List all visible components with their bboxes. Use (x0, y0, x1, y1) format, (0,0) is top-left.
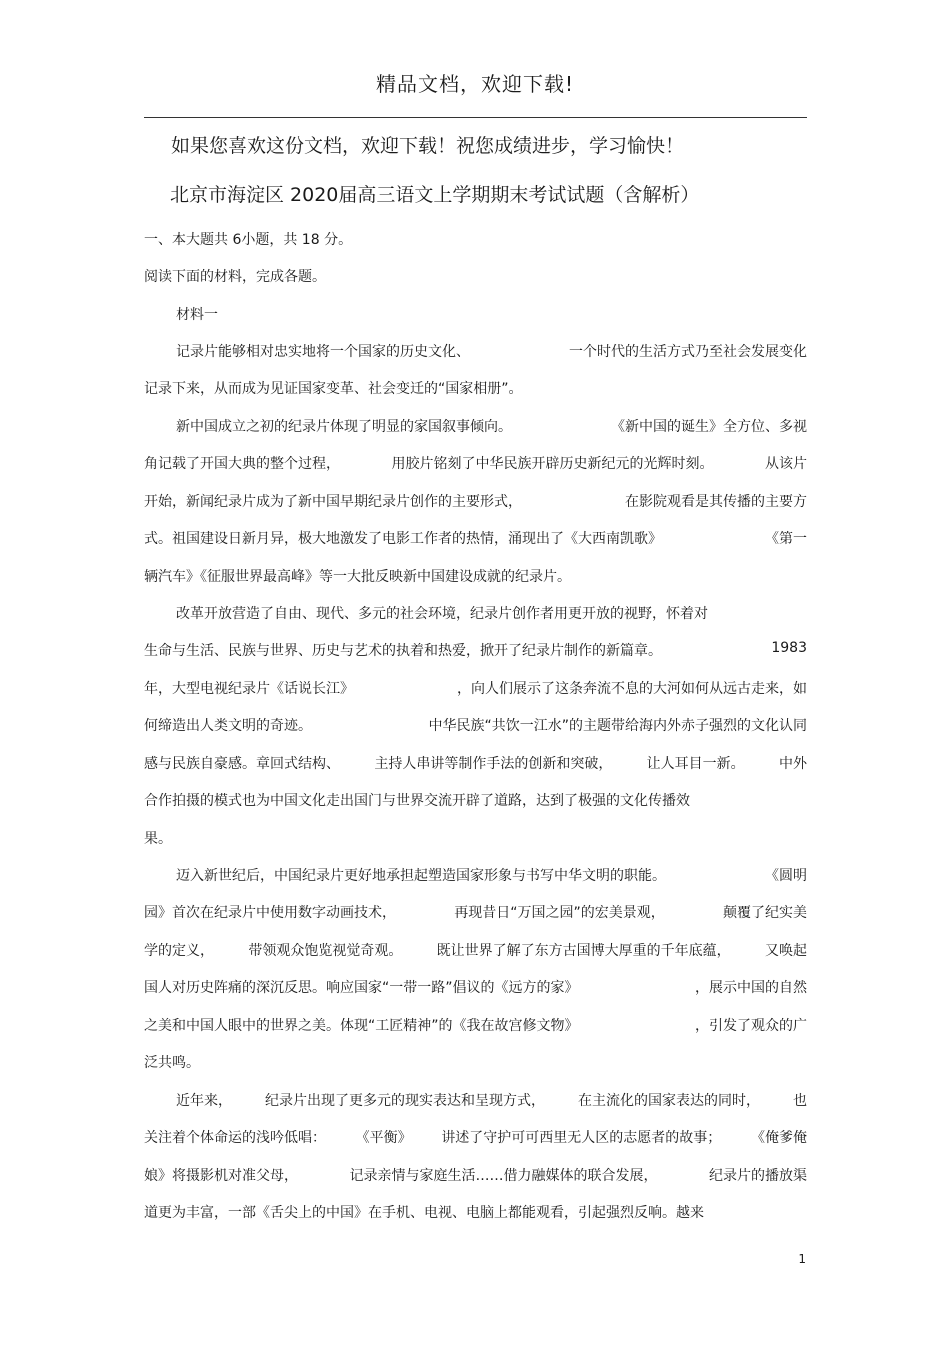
text-segment: 又唤起 (764, 943, 807, 959)
text-segment: 让人耳目一新。 (646, 756, 745, 772)
paragraph-4-line-1 (176, 865, 807, 885)
paragraph-4-line-4 (144, 977, 807, 997)
text-segment: 之美和中国人眼中的世界之美。体现“工匠精神”的《我在故宫修文物》 (144, 1018, 579, 1034)
text-segment: 纪录片的播放渠 (709, 1168, 807, 1184)
text-segment: 在主流化的国家表达的同时， (578, 1093, 760, 1109)
paragraph-1-line-1 (176, 341, 807, 361)
text-segment: 一个时代的生活方式乃至社会发展变化 (569, 344, 807, 360)
text-segment: 从该片 (765, 456, 807, 472)
paragraph-3-line-5 (144, 753, 807, 773)
paragraph-3-line-3 (144, 678, 807, 698)
paragraph-2-line-4 (144, 528, 807, 548)
text-segment: 《圆明 (765, 868, 807, 884)
paragraph-2-line-2 (144, 453, 807, 473)
text-segment: 近年来， (176, 1093, 232, 1109)
paragraph-3-line-2 (144, 640, 807, 660)
text-segment: 学的定义， (144, 943, 214, 959)
greeting-line: 如果您喜欢这份文档，欢迎下载！祝您成绩进步，学习愉快！ (171, 135, 685, 157)
text-segment: 关注着个体命运的浅吟低唱： (144, 1130, 326, 1146)
text-segment: 记录亲情与家庭生活……借力融媒体的联合发展， (349, 1168, 658, 1184)
paragraph-2-line-5: 辆汽车》《征服世界最高峰》等一大批反映新中国建设成就的纪录片。 (144, 569, 571, 585)
text-segment: 娘》将摄影机对准父母， (144, 1168, 298, 1184)
text-segment: 既让世界了解了东方古国博大厚重的千年底蕴， (436, 943, 731, 959)
text-segment: 《新中国的诞生》全方位、多视 (611, 419, 807, 435)
document-title: 北京市海淀区 2020届高三语文上学期期末考试试题（含解析） (170, 184, 700, 206)
paragraph-4-line-5 (144, 1015, 807, 1035)
paragraph-5-line-1 (176, 1090, 807, 1110)
text-segment: 年，大型电视纪录片《话说长江》 (144, 681, 354, 697)
text-segment: 在影院观看是其传播的主要方 (625, 494, 807, 510)
text-segment: 开始，新闻纪录片成为了新中国早期纪录片创作的主要形式， (144, 494, 522, 510)
paragraph-4-line-6: 泛共鸣。 (144, 1055, 200, 1071)
instruction-text: 阅读下面的材料，完成各题。 (144, 269, 326, 285)
text-segment: 新中国成立之初的纪录片体现了明显的家国叙事倾向。 (176, 419, 512, 435)
text-segment: 《平衡》 (355, 1130, 412, 1146)
paragraph-3-line-1: 改革开放营造了自由、现代、多元的社会环境，纪录片创作者用更开放的视野，怀着对 (176, 606, 708, 622)
paragraph-5-line-2 (144, 1127, 807, 1147)
paragraph-4-line-3 (144, 940, 807, 960)
text-segment: 带领观众饱览视觉奇观。 (248, 943, 403, 959)
text-segment: 也 (793, 1093, 807, 1109)
text-segment: 中外 (778, 756, 807, 772)
text-segment: 1983 (771, 640, 807, 656)
text-segment: ，引发了观众的广 (695, 1018, 807, 1034)
material-label: 材料一 (176, 307, 218, 323)
paragraph-3-line-7: 果。 (144, 831, 172, 847)
text-segment: 何缔造出人类文明的奇迹。 (144, 718, 312, 734)
text-segment: 《第一 (765, 531, 807, 547)
paragraph-1-line-2: 记录下来，从而成为见证国家变革、社会变迁的“国家相册”。 (144, 381, 523, 397)
text-segment: 园》首次在纪录片中使用数字动画技术， (144, 905, 396, 921)
text-segment: 颠覆了纪实美 (722, 905, 807, 921)
text-segment: ，向人们展示了这条奔流不息的大河如何从远古走来，如 (457, 681, 807, 697)
text-segment: 迈入新世纪后，中国纪录片更好地承担起塑造国家形象与书写中华文明的职能。 (176, 868, 666, 884)
paragraph-3-line-6: 合作拍摄的模式也为中国文化走出国门与世界交流开辟了道路，达到了极强的文化传播效 (144, 793, 690, 809)
paragraph-5-line-4: 道更为丰富，一部《舌尖上的中国》在手机、电视、电脑上都能观看，引起强烈反响。越来 (144, 1205, 704, 1221)
paragraph-2-line-3 (144, 491, 807, 511)
text-segment: 讲述了守护可可西里无人区的志愿者的故事； (441, 1130, 722, 1146)
text-segment: 生命与生活、民族与世界、历史与艺术的执着和热爱，掀开了纪录片制作的新篇章。 (144, 643, 662, 659)
section-heading: 一、本大题共 6小题，共 18 分。 (144, 232, 353, 248)
paragraph-4-line-2 (144, 902, 807, 922)
header-divider (144, 117, 807, 118)
text-segment: 再现昔日“万国之园”的宏美景观， (454, 905, 665, 921)
text-segment: 记录片能够相对忠实地将一个国家的历史文化、 (176, 344, 470, 360)
text-segment: 用胶片铭刻了中华民族开辟历史新纪元的光辉时刻。 (391, 456, 714, 472)
text-segment: 主持人串讲等制作手法的创新和突破， (374, 756, 613, 772)
text-segment: 国人对历史阵痛的深沉反思。响应国家“一带一路”倡议的《远方的家》 (144, 980, 579, 996)
text-segment: 《俺爹俺 (750, 1130, 807, 1146)
text-segment: 中华民族“共饮一江水”的主题带给海内外赤子强烈的文化认同 (428, 718, 807, 734)
paragraph-5-line-3 (144, 1165, 807, 1185)
page-number: 1 (798, 1252, 806, 1266)
text-segment: 纪录片出现了更多元的现实表达和呈现方式， (265, 1093, 545, 1109)
text-segment: 式。祖国建设日新月异，极大地激发了电影工作者的热情，涌现出了《大西南凯歌》 (144, 531, 662, 547)
text-segment: 角记载了开国大典的整个过程， (144, 456, 340, 472)
text-segment: 感与民族自豪感。章回式结构、 (144, 756, 340, 772)
text-segment: ，展示中国的自然 (695, 980, 807, 996)
paragraph-3-line-4 (144, 715, 807, 735)
paragraph-2-line-1 (176, 416, 807, 436)
header-title: 精品文档，欢迎下载! (375, 72, 575, 96)
